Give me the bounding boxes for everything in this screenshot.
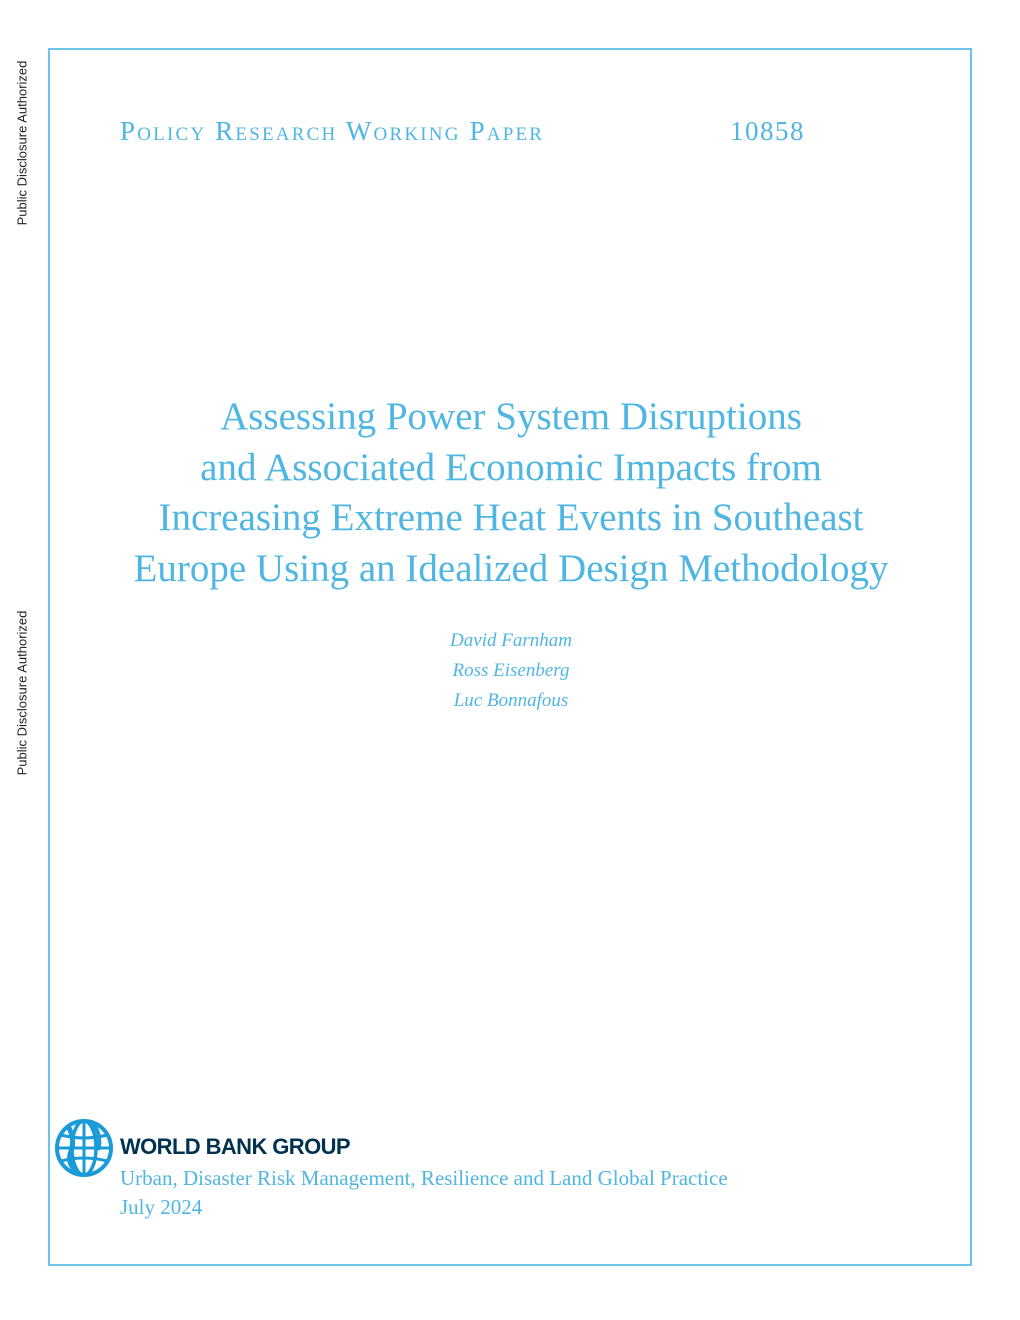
disclosure-label-top: Public Disclosure Authorized	[14, 60, 30, 226]
global-practice: Urban, Disaster Risk Management, Resilience and Land Global Practice	[120, 1166, 728, 1190]
title-line: Europe Using an Idealized Design Methodology	[133, 546, 889, 590]
author-name: Luc Bonnafous	[453, 690, 569, 711]
disclosure-label-middle: Public Disclosure Authorized	[14, 610, 30, 776]
paper-number: 10858	[730, 116, 805, 146]
author-list	[60, 626, 962, 716]
brand-wordmark: WORLD BANK GROUP	[120, 1134, 350, 1159]
world-bank-globe-icon	[54, 1118, 114, 1178]
publication-date: July 2024	[120, 1195, 203, 1219]
paper-title	[60, 392, 962, 594]
title-line: and Associated Economic Impacts from	[200, 445, 822, 489]
title-line: Assessing Power System Disruptions	[220, 395, 802, 438]
title-line: Increasing Extreme Heat Events in Southeast	[158, 496, 864, 539]
author-name: David Farnham	[450, 630, 572, 651]
series-header	[120, 116, 840, 152]
series-name: Policy Research Working Paper	[120, 116, 545, 146]
author-name: Ross Eisenberg	[452, 660, 570, 681]
